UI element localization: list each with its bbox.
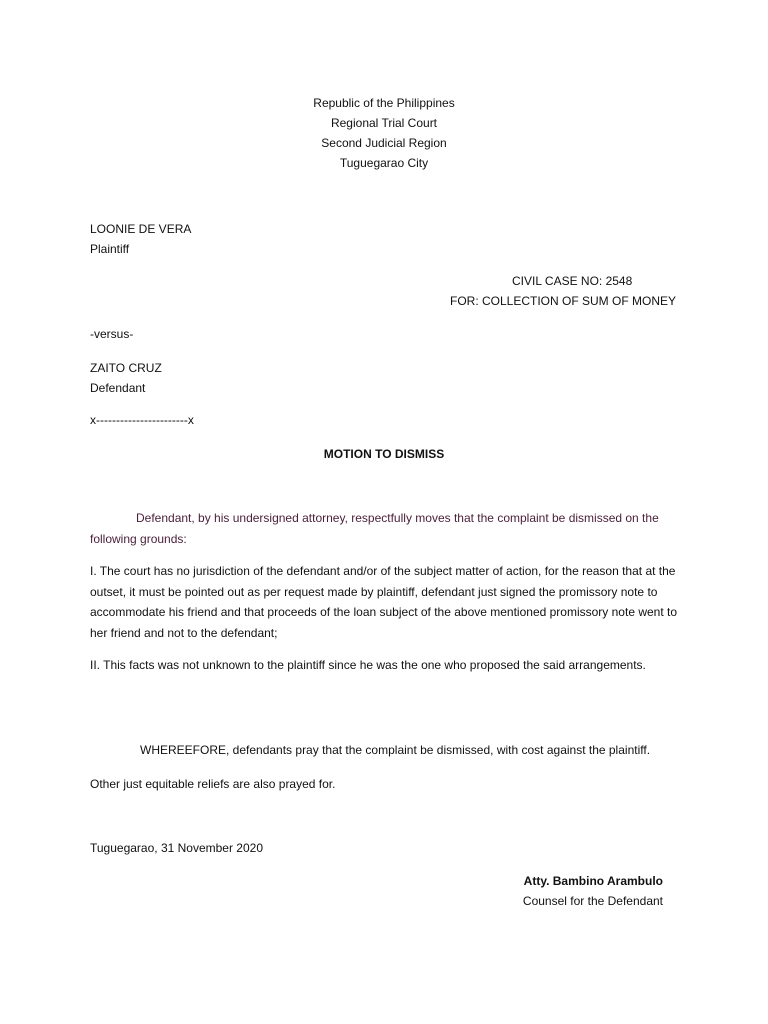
header-city: Tuguegarao City xyxy=(339,156,429,170)
header-region: Second Judicial Region xyxy=(321,136,447,150)
versus-label: -versus- xyxy=(90,327,134,341)
place-and-date: Tuguegarao, 31 November 2020 xyxy=(90,841,264,855)
ground-one-paragraph: I. The court has no jurisdiction of the defendant and/or of the subject matter of action, for the reason that at the outset, it must be pointed out as per request made by plaintiff, defendant just signed the promissory note to accommodate his friend and that proceeds of the loan subject of the above mentioned promissory note went to her friend and not to the defendant; xyxy=(90,564,678,640)
case-number: CIVIL CASE NO: 2548 xyxy=(512,274,633,288)
signatory-name: Atty. Bambino Arambulo xyxy=(523,874,663,888)
header-court: Regional Trial Court xyxy=(330,116,438,130)
document-title: MOTION TO DISMISS xyxy=(323,447,445,461)
intro-paragraph: Defendant, by his undersigned attorney, respectfully moves that the complaint be dismissed on the following grounds: xyxy=(90,511,659,546)
other-reliefs-paragraph: Other just equitable reliefs are also prayed for. xyxy=(90,777,336,791)
case-nature: FOR: COLLECTION OF SUM OF MONEY xyxy=(449,294,676,308)
header-republic: Republic of the Philippines xyxy=(313,96,455,110)
plaintiff-role: Plaintiff xyxy=(90,242,130,256)
defendant-role: Defendant xyxy=(90,381,146,395)
caption-separator: x-----------------------x xyxy=(90,413,194,427)
prayer-paragraph: WHEREEFORE, defendants pray that the complaint be dismissed, with cost against the plaintiff. xyxy=(140,743,651,757)
defendant-name: ZAITO CRUZ xyxy=(90,361,162,375)
signatory-title: Counsel for the Defendant xyxy=(522,894,663,908)
plaintiff-name: LOONIE DE VERA xyxy=(90,222,192,236)
ground-two-paragraph: II. This facts was not unknown to the plaintiff since he was the one who proposed the said arrangements. xyxy=(90,658,646,672)
